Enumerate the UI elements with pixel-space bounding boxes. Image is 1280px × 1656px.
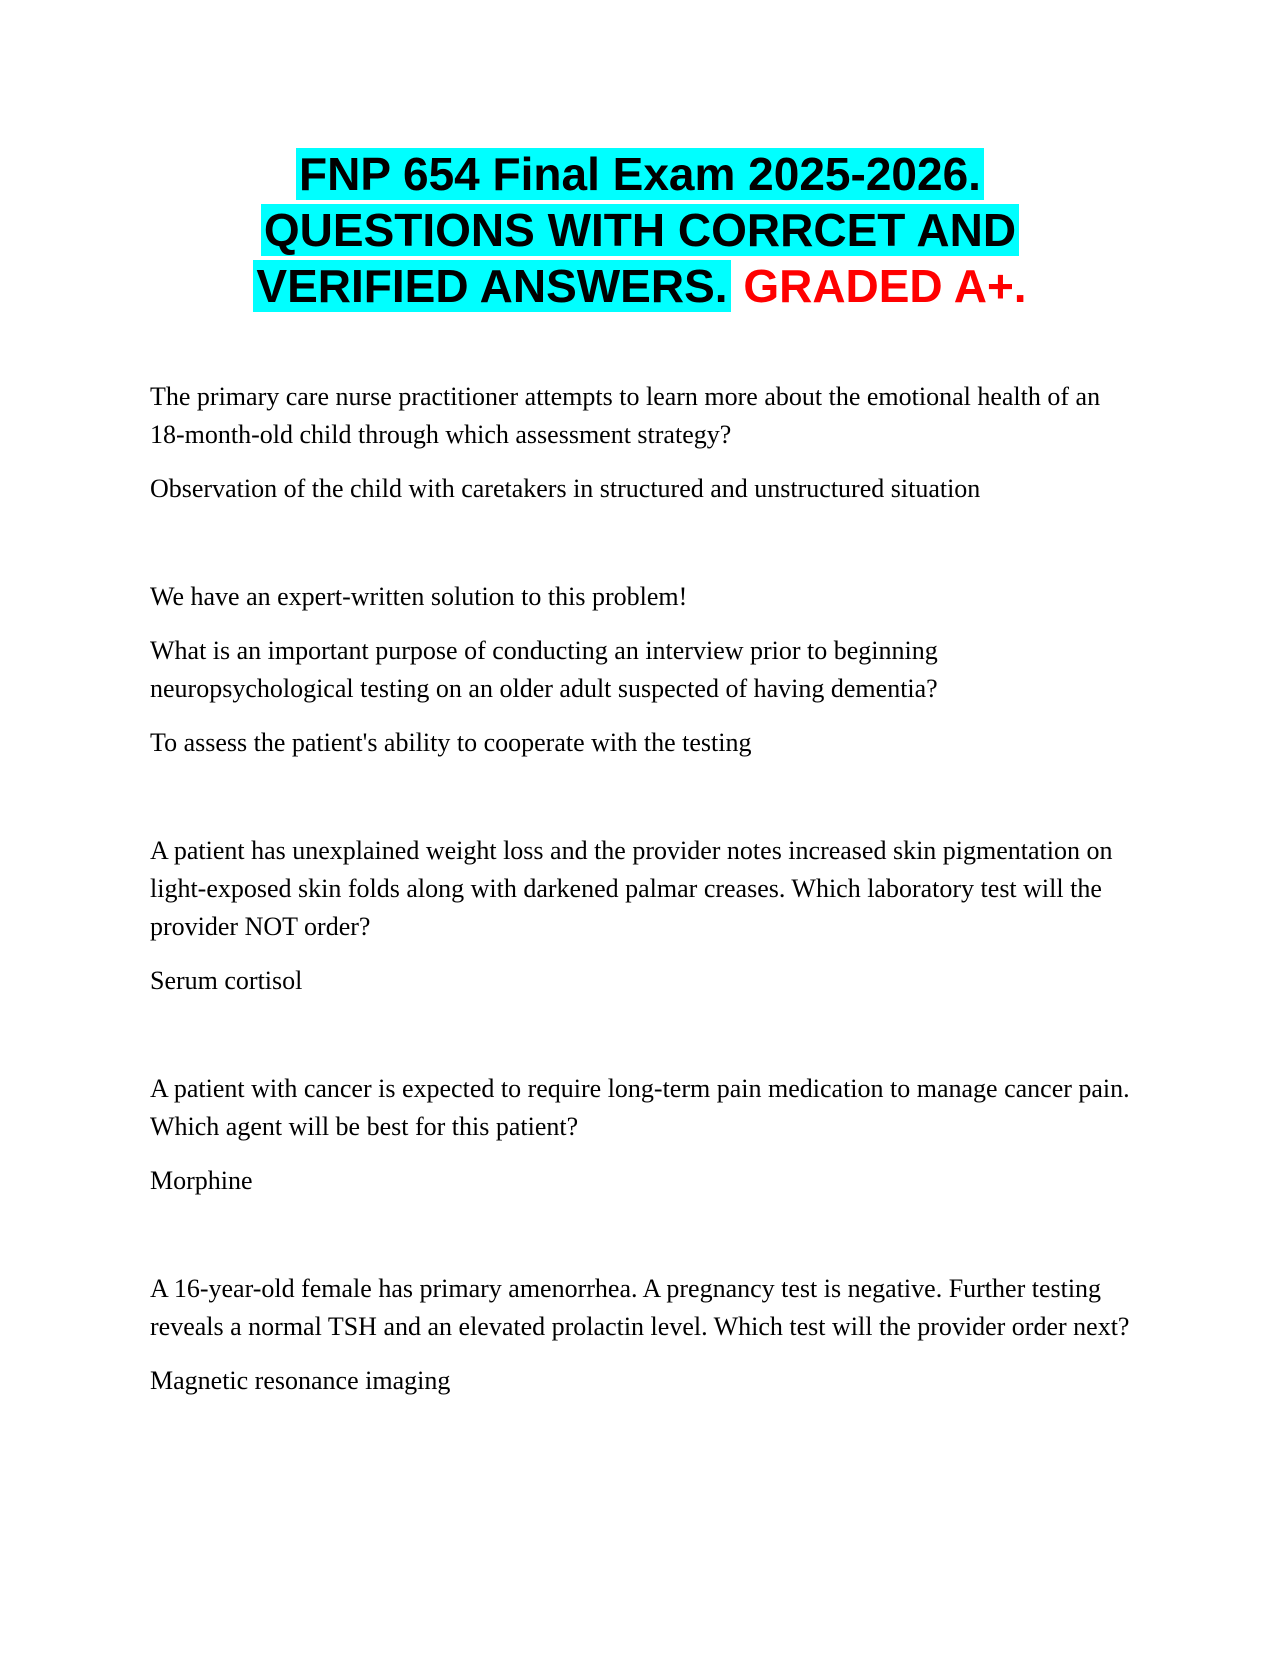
- title-text-2: QUESTIONS WITH CORRCET AND: [261, 204, 1019, 256]
- answer-4: Morphine: [150, 1166, 253, 1195]
- question-4: A patient with cancer is expected to require long-term pain medication to manage cancer pain. Which agent will be best for this patient?: [150, 1074, 1130, 1141]
- title-line-3: [0, 258, 1280, 314]
- qa-content: [150, 378, 1130, 1400]
- title-line-2: [0, 202, 1280, 258]
- qa-item-1: [150, 378, 1130, 508]
- grade-label: GRADED A+.: [743, 260, 1027, 312]
- title-line-1: [0, 146, 1280, 202]
- qa-item-2: [150, 578, 1130, 762]
- document-title: [0, 146, 1280, 314]
- question-5: A 16-year-old female has primary amenorrhea. A pregnancy test is negative. Further testing reveals a normal TSH and an elevated prolactin level. Which test will the provider order next?: [150, 1274, 1130, 1341]
- qa-item-5: [150, 1270, 1130, 1400]
- question-3: A patient has unexplained weight loss and the provider notes increased skin pigmentation on light-exposed skin folds along with darkened palmar creases. Which laboratory test will the provider NOT order?: [150, 836, 1113, 941]
- question-2: What is an important purpose of conducting an interview prior to beginning neuropsychological testing on an older adult suspected of having dementia?: [150, 636, 938, 703]
- answer-2: To assess the patient's ability to cooperate with the testing: [150, 728, 752, 757]
- answer-3: Serum cortisol: [150, 966, 303, 995]
- title-text-1: FNP 654 Final Exam 2025-2026.: [296, 148, 984, 200]
- question-1: The primary care nurse practitioner attempts to learn more about the emotional health of an 18-month-old child through which assessment strategy?: [150, 382, 1101, 449]
- solution-note: We have an expert-written solution to this problem!: [150, 582, 688, 611]
- qa-item-3: [150, 832, 1130, 1000]
- answer-5: Magnetic resonance imaging: [150, 1366, 451, 1395]
- answer-1: Observation of the child with caretakers in structured and unstructured situation: [150, 474, 981, 503]
- qa-item-4: [150, 1070, 1130, 1200]
- title-text-3: VERIFIED ANSWERS.: [253, 260, 730, 312]
